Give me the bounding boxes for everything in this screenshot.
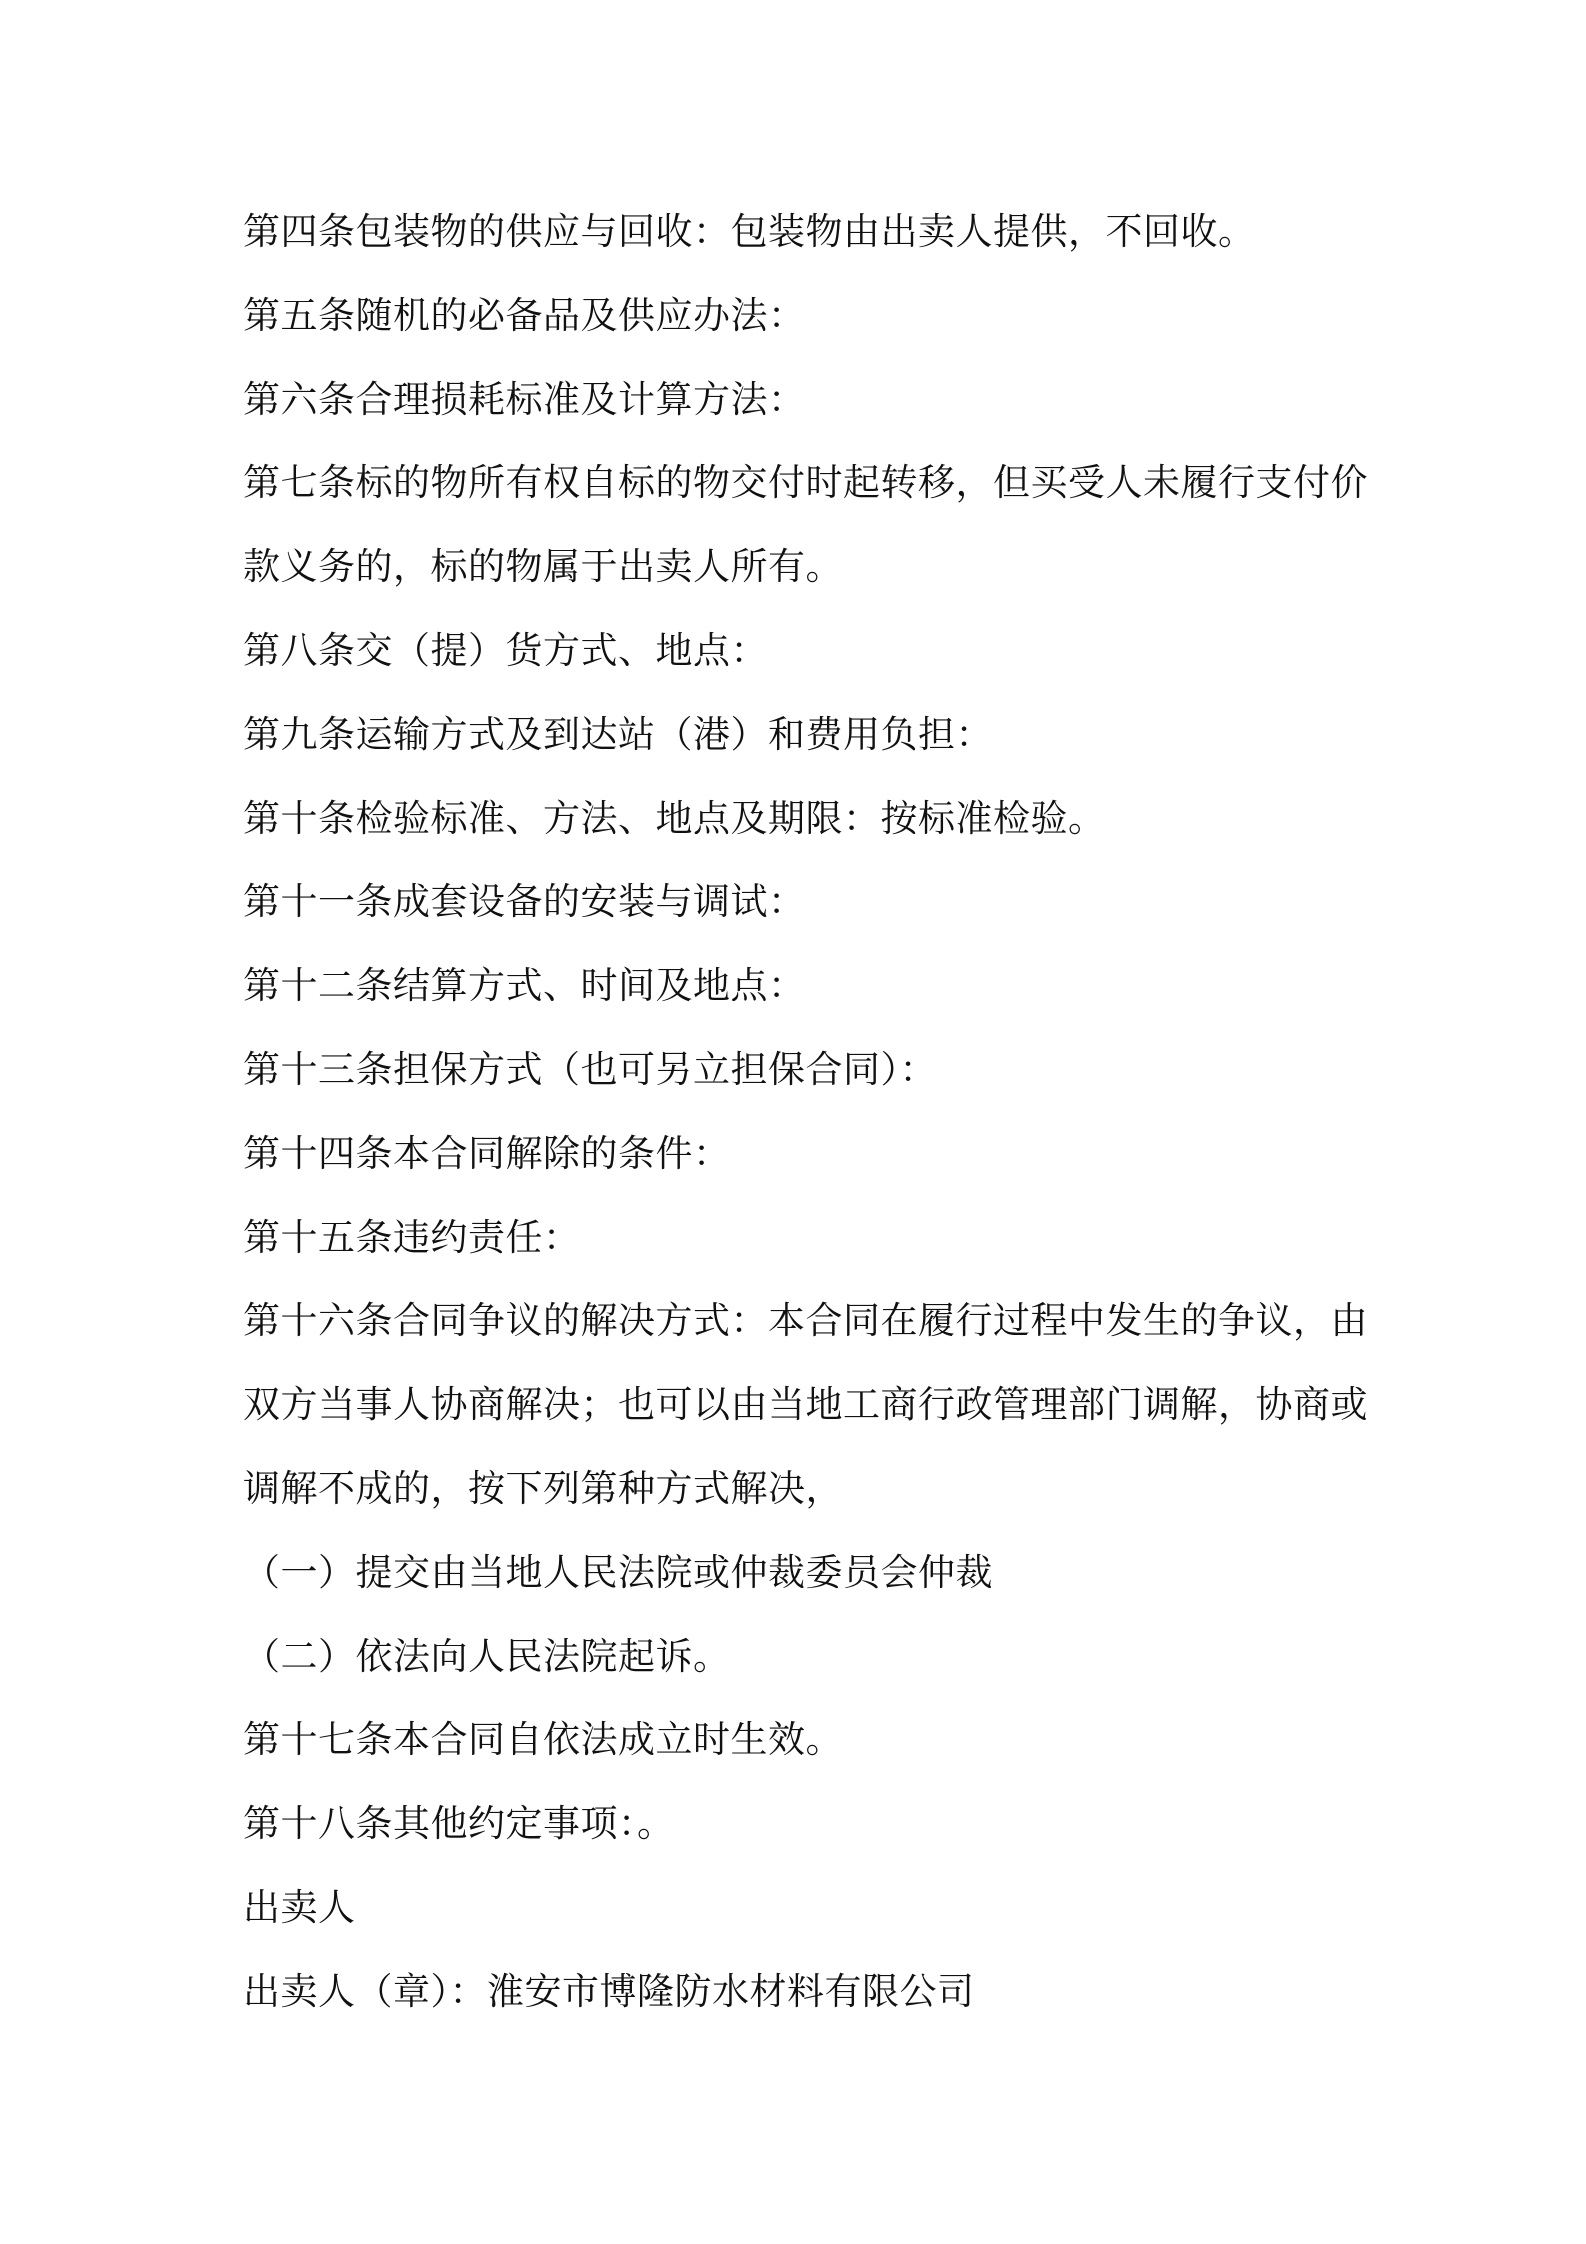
clause-5-accessories: 第五条随机的必备品及供应办法： [243, 293, 806, 337]
clause-4-packaging: 第四条包装物的供应与回收：包装物由出卖人提供，不回收。 [243, 210, 1256, 253]
dispute-option-2: （二）依法向人民法院起诉。 [243, 1634, 731, 1678]
clause-15-liability: 第十五条违约责任： [243, 1215, 581, 1259]
clause-16-dispute-line-3: 调解不成的，按下列第种方式解决， [243, 1466, 843, 1510]
clause-6-loss-standard: 第六条合理损耗标准及计算方法： [243, 377, 806, 421]
seller-heading: 出卖人 [243, 1885, 356, 1929]
clause-16-dispute-line-2: 双方当事人协商解决；也可以由当地工商行政管理部门调解，协商或 [243, 1383, 1368, 1427]
clause-11-installation: 第十一条成套设备的安装与调试： [243, 880, 806, 924]
clause-9-transport: 第九条运输方式及到达站（港）和费用负担： [243, 712, 993, 756]
clause-13-guarantee: 第十三条担保方式（也可另立担保合同）： [243, 1047, 937, 1091]
clause-14-termination: 第十四条本合同解除的条件： [243, 1131, 731, 1175]
clause-16-dispute-line-1: 第十六条合同争议的解决方式：本合同在履行过程中发生的争议，由 [243, 1299, 1368, 1343]
clause-12-settlement: 第十二条结算方式、时间及地点： [243, 964, 806, 1008]
contract-text-block [243, 190, 1368, 2034]
dispute-option-1: （一）提交由当地人民法院或仲裁委员会仲裁 [243, 1550, 993, 1594]
clause-10-inspection: 第十条检验标准、方法、地点及期限：按标准检验。 [243, 796, 1106, 840]
clause-8-delivery: 第八条交（提）货方式、地点： [243, 628, 768, 672]
clause-18-other: 第十八条其他约定事项：。 [243, 1802, 675, 1846]
seller-seal-line: 出卖人（章）：淮安市博隆防水材料有限公司 [243, 1969, 975, 2013]
clause-17-effective: 第十七条本合同自依法成立时生效。 [243, 1718, 843, 1762]
clause-7-ownership-line-1: 第七条标的物所有权自标的物交付时起转移，但买受人未履行支付价 [243, 461, 1368, 505]
clause-7-ownership-line-2: 款义务的，标的物属于出卖人所有。 [243, 545, 843, 589]
